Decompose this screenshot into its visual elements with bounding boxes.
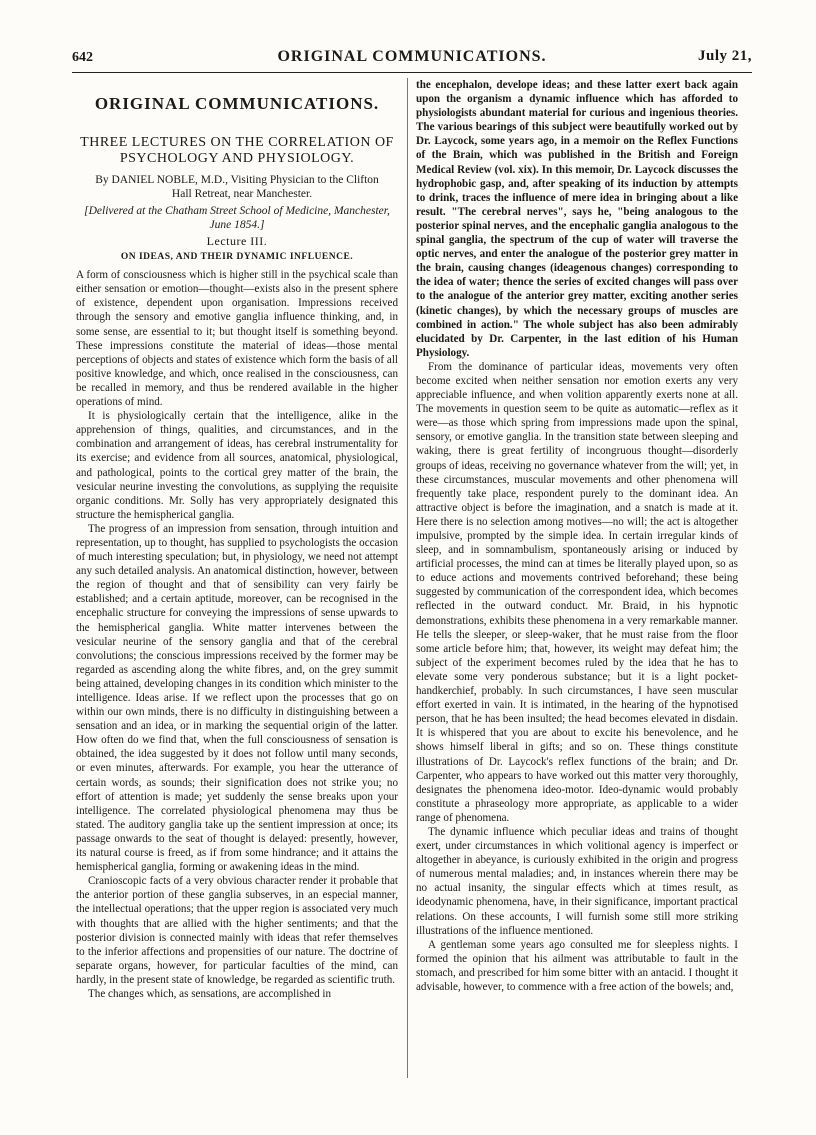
paragraph: A form of consciousness which is higher still in the psychical scale than either sensation or emotion—thought—exists also in the present sphere of existence, dependent upon organisation. Impressions received through the sensory and emotive ganglia influence thinking, and, in some sense, are essential to it; but thought itself is something beyond. These impressions constitute the material of ideas—those mental perceptions of objects and states of existence which form the basis of all positive knowledge, and which, once realised in the consciousness, can be recalled in memory, and thus be rendered available in the higher operations of mind. (76, 269, 398, 409)
byline: By DANIEL NOBLE, M.D., Visiting Physician to the Clifton Hall Retreat, near Manchester. (95, 174, 379, 200)
delivered-note: [Delivered at the Chatham Street School of Medicine, Manchester, June 1854.] (84, 205, 390, 231)
paragraph: The changes which, as sensations, are accomplished in (88, 987, 332, 1000)
lecture-number: Lecture III. (206, 234, 268, 248)
header-rule (72, 72, 752, 73)
subheading: ON IDEAS, AND THEIR DYNAMIC INFLUENCE. (120, 252, 354, 263)
left-column (76, 78, 398, 1078)
section-title: ORIGINAL COMMUNICATIONS. (94, 94, 380, 113)
column-divider (407, 78, 408, 1078)
right-column (416, 78, 738, 1078)
page-number: 642 (72, 50, 93, 65)
paragraph: the encephalon, develope ideas; and these latter exert back again upon the organism a dynamic influence which has afforded to physiologists abundant material for curious and ingenious theories. The various bearings of this subject were beautifully worked out by Dr. Laycock, some years ago, in a memoir on the Reflex Functions of the Brain, which was published in the British and Foreign Medical Review (vol. xix). In this memoir, Dr. Laycock discusses the hydrophobic gasp, and, after speaking of its induction by attempts to drink, traces the influence of mere idea in bringing about a like result. "The cerebral nerves", says he, "being analogous to the posterior spinal nerves, and the encephalic ganglia analogous to the spinal ganglia, the spectrum of the cup of water will traverse the optic nerves, and enter the analogue of the posterior grey matter in the brain, causing changes (ideagenous changes) corresponding to the idea of water; thence the series of excited changes will pass over to the analogue of the anterior grey matter, exciting another series (kinetic changes), by which the necessary groups of muscles are combined in action." The whole subject has also been admirably elucidated by Dr. Carpenter, in the last edition of his Human Physiology. (416, 79, 738, 359)
paragraph: The progress of an impression from sensation, through intuition and representation, up to thought, has supplied to psychologists the occasion of much interesting speculation; but, in physiology, we need not attempt any such detailed analysis. An anatomical distinction, however, between the region of thought and that of sensibility can very fairly be established; and a certain aptitude, moreover, can be recognised in the encephalic structure for conveying the impressions of sense upwards to the hemispherical ganglia. White matter intervenes between the vesicular neurine of the sensory ganglia and that of the cerebral convolutions; the conscious impressions received by the former may be regarded as ascending along the white fibres, and, on the grey summit being attained, developing changes in its condition which minister to the intelligence. Ideas arise. If we reflect upon the processes that go on within our own minds, there is no difficulty in distinguishing between a sensation and an idea, or in marking the sequential origin of the latter. How often do we find that, when the full consciousness of sensation is obtained, the idea suggested by it does not follow until many seconds, or even minutes, afterwards. For example, you hear the utterance of certain words, as sounds; their signification does not strike you; no effort of attention is made; yet suddenly the sense breaks upon your intelligence. The correlated physiological phenomena may thus be stated. The auditory ganglia take up the sentient impression at once; its passage onwards to the seat of thought is delayed: presently, however, its natural course is freed, as if from some hindrance; and it attains the hemispherical ganglia, forming or awakening ideas in the mind. (76, 522, 398, 874)
paragraph: Cranioscopic facts of a very obvious character render it probable that the anterior portion of these ganglia subserves, in an especial manner, the intellectual operations; that the upper region is associated very much with thoughts that are allied with the higher sentiments; and that the posterior division is connected mainly with ideas that refer themselves to the inferior affections and propensities of our nature. The doctrine of separate organs, however, for particular faculties of the mind, can hardly, in the present state of knowledge, be regarded as scientific truth. (76, 875, 398, 986)
article-title: THREE LECTURES ON THE CORRELATION OF PSYCHOLOGY AND PHYSIOLOGY. (80, 135, 394, 166)
paragraph: From the dominance of particular ideas, movements very often become excited when neither sensation nor emotion exerts any very appreciable influence, and when volition apparently exerts none at all. The movements in question seem to be quite as automatic—reflex as it were—as those which spring from impressions made upon the spinal, sensory, or emotive ganglia. In the transition state between sleeping and waking, there is great fertility of incongruous thought—disorderly groups of ideas, receiving no governance whatever from the will; yet, in these circumstances, muscular movements and other phenomena will frequently take place, respondent purely to the dominant idea. An attractive object is before the imagination, and a snatch is made at it. Here there is no selection among motives—no will; the act is altogether impulsive, prompted by the simple idea. In certain irregular kinds of sleep, and in somnambulism, spontaneously arising or induced by artificial processes, the mind can at times be literally played upon, so as to educe actions and movements contrived beforehand; these being suggested by communication of the correspondent idea, which becomes reflected in the outward conduct. Mr. Braid, in his hypnotic demonstrations, exhibits these phenomena in a very remarkable manner. He tells the sleeper, or sleep-waker, that he must raise from the floor some article before him; that, however, its weight may defeat him; the subject of the experiment becomes ruled by the idea that he has to elevate some very ponderous substance; but it is a light pocket-handkerchief, probably. In such circumstances, I have seen muscular effort exerted in vain. It is intimated, in the hearing of the hypnotised person, that he has been insulted; the head becomes elevated in disdain. It is whispered that you are about to excite his benevolence, and he shows himself liberal in gifts; and so on. These things constitute illustrations of Dr. Laycock's reflex functions of the brain; and Dr. Carpenter, who appears to have worked out this matter very thoroughly, designates the phenomena ideo-motor. Ideo-dynamic would probably constitute a phraseology more appropriate, as applicable to a wider range of phenomena. (416, 360, 738, 824)
paragraph: A gentleman some years ago consulted me for sleepless nights. I formed the opinion that his ailment was attributable to fault in the stomach, and prescribed for him some bitter with an antacid. I thought it advisable, however, to commence with a free action of the bowels; and, (416, 938, 738, 993)
paragraph: It is physiologically certain that the intelligence, alike in the apprehension of things, qualities, and circumstances, and in the combination and arrangement of ideas, has cerebral instrumentality for its exercise; and evidence from all sources, anatomical, physiological, and pathological, points to the cortical grey matter of the brain, the vesicular neurine investing the convolutions, as supplying the requisite organic conditions. Mr. Solly has very appropriately designated this structure the hemispherical ganglia. (76, 410, 398, 521)
paragraph: The dynamic influence which peculiar ideas and trains of thought exert, under circumstances in which volitional agency is imperfect or altogether in abeyance, is curiously exhibited in the origin and progress of numerous mental maladies; and, in instances wherein there may be no actual insanity, the singular effects which at times result, as ideodynamic phenomena, have, in their significance, important practical relations. On these accounts, I will furnish some still more striking illustrations of the influence mentioned. (416, 825, 738, 937)
running-title: ORIGINAL COMMUNICATIONS. (277, 48, 547, 65)
running-header (72, 46, 752, 68)
issue-date: July 21, (697, 48, 752, 64)
